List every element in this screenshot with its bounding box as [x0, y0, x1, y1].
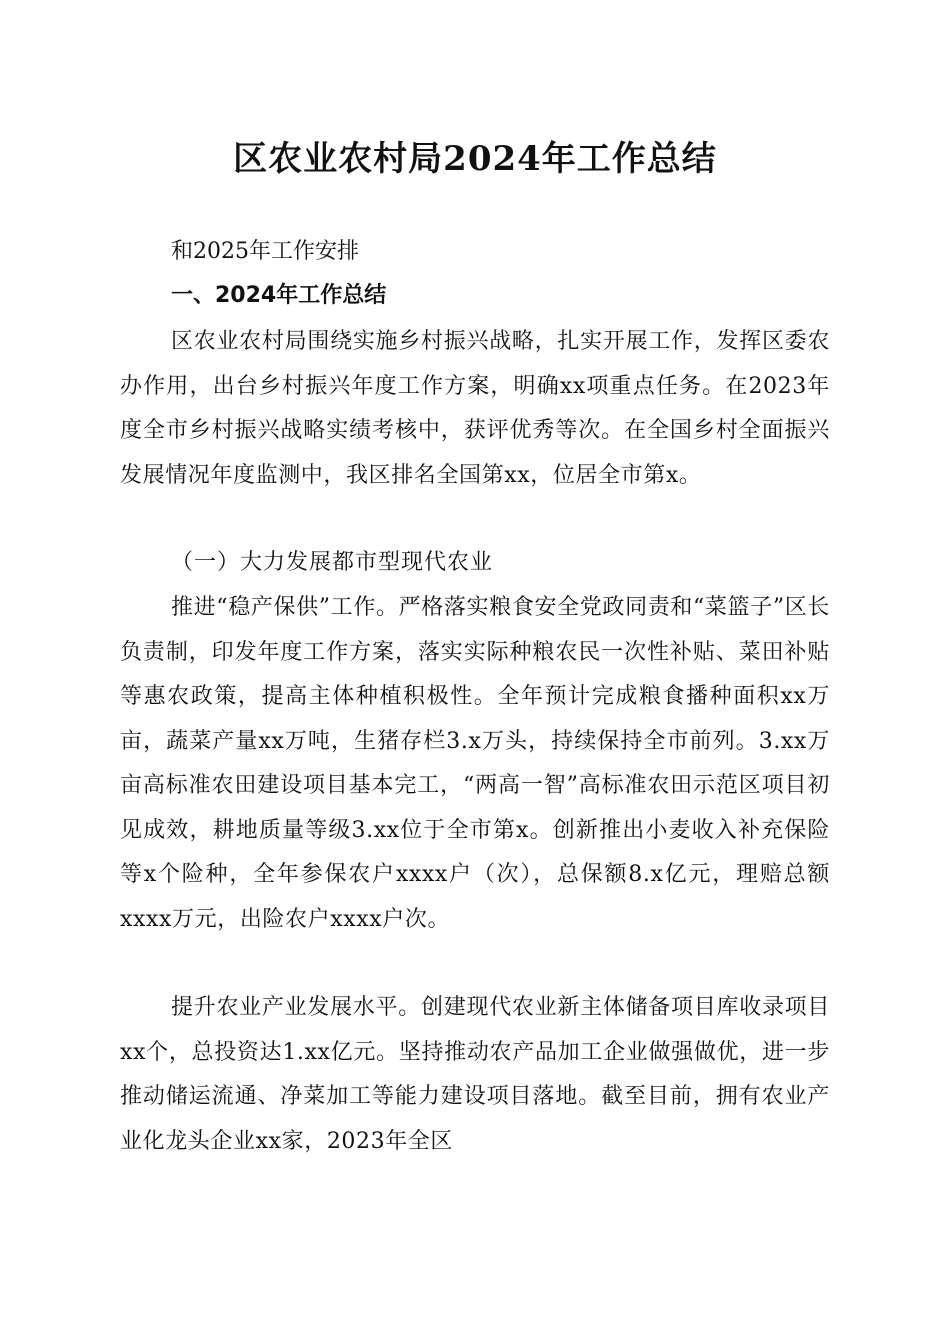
- document-subtitle: 和2025年工作安排: [171, 239, 359, 264]
- paragraph-overview: 区农业农村局围绕实施乡村振兴战略，扎实开展工作，发挥区委农办作用，出台乡村振兴年度工作方案，明确xx项重点任务。在2023年度全市乡村振兴战略实绩考核中，获评优秀等次。在全国乡村全面振兴发展情况年度监测中，我区排名全国第xx，位居全市第x。: [120, 329, 830, 488]
- paragraph-stable-supply: 推进“稳产保供”工作。严格落实粮食安全党政同责和“菜篮子”区长负责制，印发年度工作方案，落实实际种粮农民一次性补贴、菜田补贴等惠农政策，提高主体种植积极性。全年预计完成粮食播种面积xx万亩，蔬菜产量xx万吨，生猪存栏3.x万头，持续保持全市前列。3.xx万亩高标准农田建设项目基本完工，“两高一智”高标准农田示范区项目初见成效，耕地质量等级3.xx位于全市第x。创新推出小麦收入补充保险等x个险种，全年参保农户xxxx户（次），总保额8.x亿元，理赔总额xxxx万元，出险农户xxxx户次。: [120, 595, 830, 932]
- section-heading: 一、2024年工作总结: [171, 283, 387, 308]
- sub-heading: （一）大力发展都市型现代农业: [171, 550, 494, 575]
- document-title: 区农业农村局2024年工作总结: [233, 139, 717, 179]
- paragraph-industry-development: 提升农业产业发展水平。创建现代农业新主体储备项目库收录项目xx个，总投资达1.xx亿元。坚持推动农产品加工企业做强做优，进一步推动储运流通、净菜加工等能力建设项目落地。截至目前，拥有农业产业化龙头企业xx家，2023年全区: [120, 995, 830, 1154]
